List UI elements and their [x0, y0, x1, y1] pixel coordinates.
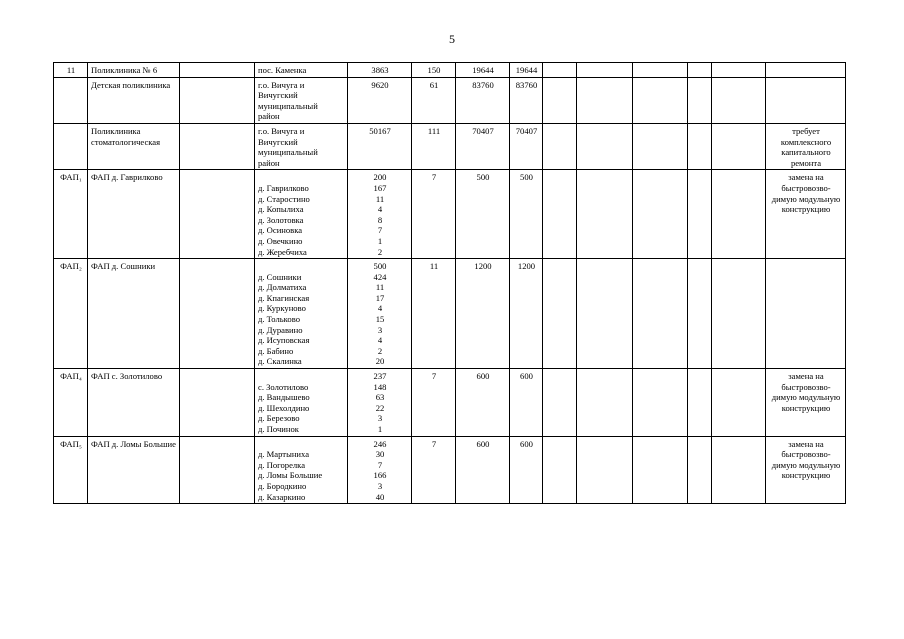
cell-text: замена на быстровозво-димую модульную конструкцию — [771, 438, 841, 481]
cell-text: 7 — [431, 371, 437, 382]
cell-text: замена на быстровозво-димую модульную конструкцию — [771, 172, 841, 215]
settlement-cell — [255, 77, 348, 123]
blank-cell — [633, 123, 688, 169]
cell-line: д. Мартыниха — [258, 449, 310, 460]
cell-line: 63 — [375, 392, 385, 403]
value-c-cell — [510, 436, 543, 504]
row-number-cell — [54, 369, 88, 437]
blank-cell — [712, 77, 766, 123]
cell-line: д. Жеребчиха — [258, 246, 307, 257]
cell-line: 500 — [373, 261, 387, 272]
blank-cell — [180, 436, 255, 504]
facility-name-cell — [88, 436, 180, 504]
blank-cell — [543, 259, 577, 369]
note-cell — [766, 123, 846, 169]
blank-cell — [577, 77, 633, 123]
cell-text: 11 — [66, 65, 76, 75]
settlement-cell — [255, 63, 348, 78]
blank-cell — [712, 436, 766, 504]
value-b-cell — [456, 369, 510, 437]
cell-line: д. Сошники — [258, 271, 302, 282]
cell-text: 19644 — [515, 65, 538, 75]
cell-line: 4 — [377, 335, 383, 346]
cell-line: 4 — [377, 204, 383, 215]
cell-line: 7 — [377, 459, 383, 470]
settlement-cell — [255, 369, 348, 437]
blank-cell — [180, 259, 255, 369]
value-b-cell — [456, 123, 510, 169]
blank-cell — [543, 77, 577, 123]
cell-text: 600 — [520, 371, 533, 382]
cell-line: 246 — [373, 438, 387, 449]
cell-text: 70407 — [515, 125, 538, 136]
blank-cell — [577, 259, 633, 369]
cell-line: муниципальный — [258, 100, 318, 111]
cell-line: 3 — [377, 480, 383, 491]
cell-text: ФАП₄ — [60, 371, 82, 382]
cell-text: ФАП д. Ломы Большие — [91, 438, 176, 449]
blank-cell — [712, 259, 766, 369]
value-c-cell — [510, 170, 543, 259]
cell-text: 1200 — [474, 261, 492, 272]
blank-cell — [633, 436, 688, 504]
population-cell — [348, 436, 412, 504]
cell-line: 30 — [375, 449, 385, 460]
table-row — [54, 63, 846, 78]
cell-line: 11 — [375, 282, 385, 293]
blank-cell — [688, 259, 712, 369]
blank-cell — [180, 63, 255, 78]
blank-cell — [712, 123, 766, 169]
value-a-cell — [412, 369, 456, 437]
settlement-cell — [255, 259, 348, 369]
table-row — [54, 77, 846, 123]
cell-line: 1 — [377, 235, 383, 246]
note-cell — [766, 369, 846, 437]
cell-text: 11 — [429, 261, 439, 272]
cell-line: д. Старостино — [258, 193, 310, 204]
note-cell — [766, 77, 846, 123]
blank-cell — [543, 369, 577, 437]
cell-line: д. Куркуново — [258, 303, 306, 314]
cell-text: 19644 — [472, 65, 494, 75]
cell-line: д. Бородкино — [258, 480, 307, 491]
facilities-table — [53, 62, 846, 504]
cell-text: ФАП₁ — [60, 172, 82, 183]
cell-line: д. Бабино — [258, 345, 294, 356]
cell-line: д. Погорелка — [258, 459, 306, 470]
cell-line: район — [258, 111, 280, 122]
cell-text: ФАП₂ — [60, 261, 82, 272]
page-number: 5 — [449, 32, 455, 46]
cell-text: 600 — [520, 438, 533, 449]
cell-line: 1 — [377, 424, 383, 434]
cell-line: д. Долматиха — [258, 282, 307, 293]
blank-cell — [688, 77, 712, 123]
value-b-cell — [456, 170, 510, 259]
cell-line: д. Вандышево — [258, 392, 310, 403]
row-number-cell — [54, 436, 88, 504]
blank-cell — [712, 63, 766, 78]
facility-name-cell — [88, 63, 180, 78]
blank-cell — [688, 123, 712, 169]
cell-line: д. Шехолдино — [258, 402, 310, 413]
cell-text: 83760 — [472, 79, 494, 90]
cell-line: д. Осиновка — [258, 225, 303, 236]
line-spacer — [258, 261, 345, 272]
cell-line: 9620 — [371, 79, 389, 90]
cell-line: 11 — [375, 193, 385, 204]
value-a-cell — [412, 436, 456, 504]
population-cell — [348, 123, 412, 169]
blank-cell — [180, 369, 255, 437]
blank-cell — [543, 123, 577, 169]
blank-cell — [543, 436, 577, 504]
cell-text: 1200 — [517, 261, 536, 272]
value-c-cell — [510, 123, 543, 169]
line-spacer — [258, 172, 345, 183]
value-b-cell — [456, 436, 510, 504]
cell-line: Вичугский — [258, 90, 298, 101]
value-b-cell — [456, 63, 510, 78]
value-c-cell — [510, 259, 543, 369]
blank-cell — [577, 123, 633, 169]
blank-cell — [577, 369, 633, 437]
value-a-cell — [412, 77, 456, 123]
row-number-cell — [54, 170, 88, 259]
cell-line: 8 — [377, 214, 383, 225]
cell-text: 111 — [427, 125, 441, 136]
cell-text: 150 — [427, 65, 441, 75]
note-cell — [766, 170, 846, 259]
value-c-cell — [510, 369, 543, 437]
blank-cell — [577, 170, 633, 259]
value-b-cell — [456, 77, 510, 123]
facility-name-cell — [88, 77, 180, 123]
cell-line: д. Золотовка — [258, 214, 304, 225]
cell-line: 3 — [377, 413, 383, 424]
row-number-cell — [54, 259, 88, 369]
cell-line: 148 — [373, 381, 387, 392]
facility-name-cell — [88, 259, 180, 369]
cell-line: д. Тольково — [258, 314, 300, 325]
value-a-cell — [412, 259, 456, 369]
population-cell — [348, 63, 412, 78]
population-cell — [348, 170, 412, 259]
cell-text: 7 — [431, 438, 437, 449]
cell-text: ФАП д. Сошники — [91, 261, 156, 272]
cell-text: Детская поликлиника — [91, 79, 171, 90]
value-c-cell — [510, 77, 543, 123]
cell-line: д. Овечкино — [258, 235, 303, 246]
cell-line: 3863 — [371, 65, 389, 75]
cell-line: д. Березово — [258, 413, 300, 424]
blank-cell — [543, 170, 577, 259]
cell-line: д. Ломы Большие — [258, 470, 323, 481]
cell-line: г.о. Вичуга и — [258, 125, 305, 136]
cell-text: 600 — [476, 438, 490, 449]
row-number-cell — [54, 63, 88, 78]
cell-line: 167 — [373, 182, 387, 193]
blank-cell — [688, 436, 712, 504]
blank-cell — [543, 63, 577, 78]
cell-line: д. Дуравино — [258, 324, 303, 335]
cell-line: 22 — [375, 402, 385, 413]
table-row — [54, 170, 846, 259]
cell-line: 50167 — [369, 125, 391, 136]
value-a-cell — [412, 170, 456, 259]
cell-text: Поликлиника стоматологическая — [91, 125, 161, 147]
blank-cell — [180, 77, 255, 123]
facility-name-cell — [88, 170, 180, 259]
cell-line: район — [258, 157, 280, 168]
blank-cell — [688, 369, 712, 437]
population-cell — [348, 259, 412, 369]
facility-name-cell — [88, 369, 180, 437]
cell-line: д. Гаврилково — [258, 182, 309, 193]
settlement-cell — [255, 170, 348, 259]
blank-cell — [577, 436, 633, 504]
population-cell — [348, 369, 412, 437]
table-row — [54, 369, 846, 437]
cell-line: д. Починок — [258, 424, 299, 434]
cell-text: 70407 — [472, 125, 494, 136]
blank-cell — [712, 369, 766, 437]
blank-cell — [633, 77, 688, 123]
cell-text: ФАП д. Гаврилково — [91, 172, 163, 183]
cell-line: д. Копылиха — [258, 204, 304, 215]
note-cell — [766, 436, 846, 504]
value-a-cell — [412, 63, 456, 78]
cell-line: д. Кпагинская — [258, 292, 310, 303]
cell-line: пос. Каменка — [258, 65, 307, 75]
cell-line: 166 — [373, 470, 387, 481]
cell-line: с. Золотилово — [258, 381, 309, 392]
table-row — [54, 259, 846, 369]
cell-text: ФАП с. Золотилово — [91, 371, 163, 382]
settlement-cell — [255, 123, 348, 169]
cell-line: 15 — [375, 314, 385, 325]
table-row — [54, 123, 846, 169]
cell-line: 40 — [375, 491, 385, 502]
cell-text: 83760 — [515, 79, 538, 90]
cell-line: 17 — [375, 292, 385, 303]
value-a-cell — [412, 123, 456, 169]
blank-cell — [688, 63, 712, 78]
blank-cell — [633, 63, 688, 78]
cell-line: д. Казаркино — [258, 491, 306, 502]
cell-line: 7 — [377, 225, 383, 236]
cell-line: 2 — [377, 246, 383, 257]
table-body — [54, 63, 846, 504]
cell-line: д. Исуповская — [258, 335, 310, 346]
cell-text: 500 — [476, 172, 490, 183]
blank-cell — [633, 259, 688, 369]
cell-text: замена на быстровозво-димую модульную конструкцию — [771, 371, 841, 413]
line-spacer — [258, 371, 345, 382]
line-spacer — [258, 439, 345, 450]
blank-cell — [633, 170, 688, 259]
cell-text: Поликлиника № 6 — [91, 65, 158, 75]
blank-cell — [180, 170, 255, 259]
blank-cell — [180, 123, 255, 169]
settlement-cell — [255, 436, 348, 504]
table-row — [54, 436, 846, 504]
cell-line: 4 — [377, 303, 383, 314]
population-cell — [348, 77, 412, 123]
row-number-cell — [54, 77, 88, 123]
cell-text: ФАП₅ — [60, 438, 82, 449]
cell-line: д. Скалинка — [258, 356, 302, 367]
cell-text: 500 — [520, 172, 533, 183]
cell-line: г.о. Вичуга и — [258, 79, 305, 90]
cell-text: требует комплексного капитального ремонта — [780, 125, 832, 168]
blank-cell — [577, 63, 633, 78]
cell-text: 61 — [429, 79, 439, 90]
cell-line: 200 — [373, 172, 387, 183]
value-b-cell — [456, 259, 510, 369]
blank-cell — [633, 369, 688, 437]
facility-name-cell — [88, 123, 180, 169]
cell-line: 3 — [377, 324, 383, 335]
note-cell — [766, 63, 846, 78]
cell-text: 7 — [431, 172, 437, 183]
cell-line: 2 — [377, 345, 383, 356]
value-c-cell — [510, 63, 543, 78]
cell-line: 424 — [373, 271, 387, 282]
cell-line: 20 — [375, 356, 385, 367]
cell-line: Вичугский — [258, 136, 298, 147]
cell-line: муниципальный — [258, 147, 318, 158]
blank-cell — [712, 170, 766, 259]
cell-text: 600 — [476, 371, 490, 382]
blank-cell — [688, 170, 712, 259]
note-cell — [766, 259, 846, 369]
cell-line: 237 — [373, 371, 387, 382]
row-number-cell — [54, 123, 88, 169]
